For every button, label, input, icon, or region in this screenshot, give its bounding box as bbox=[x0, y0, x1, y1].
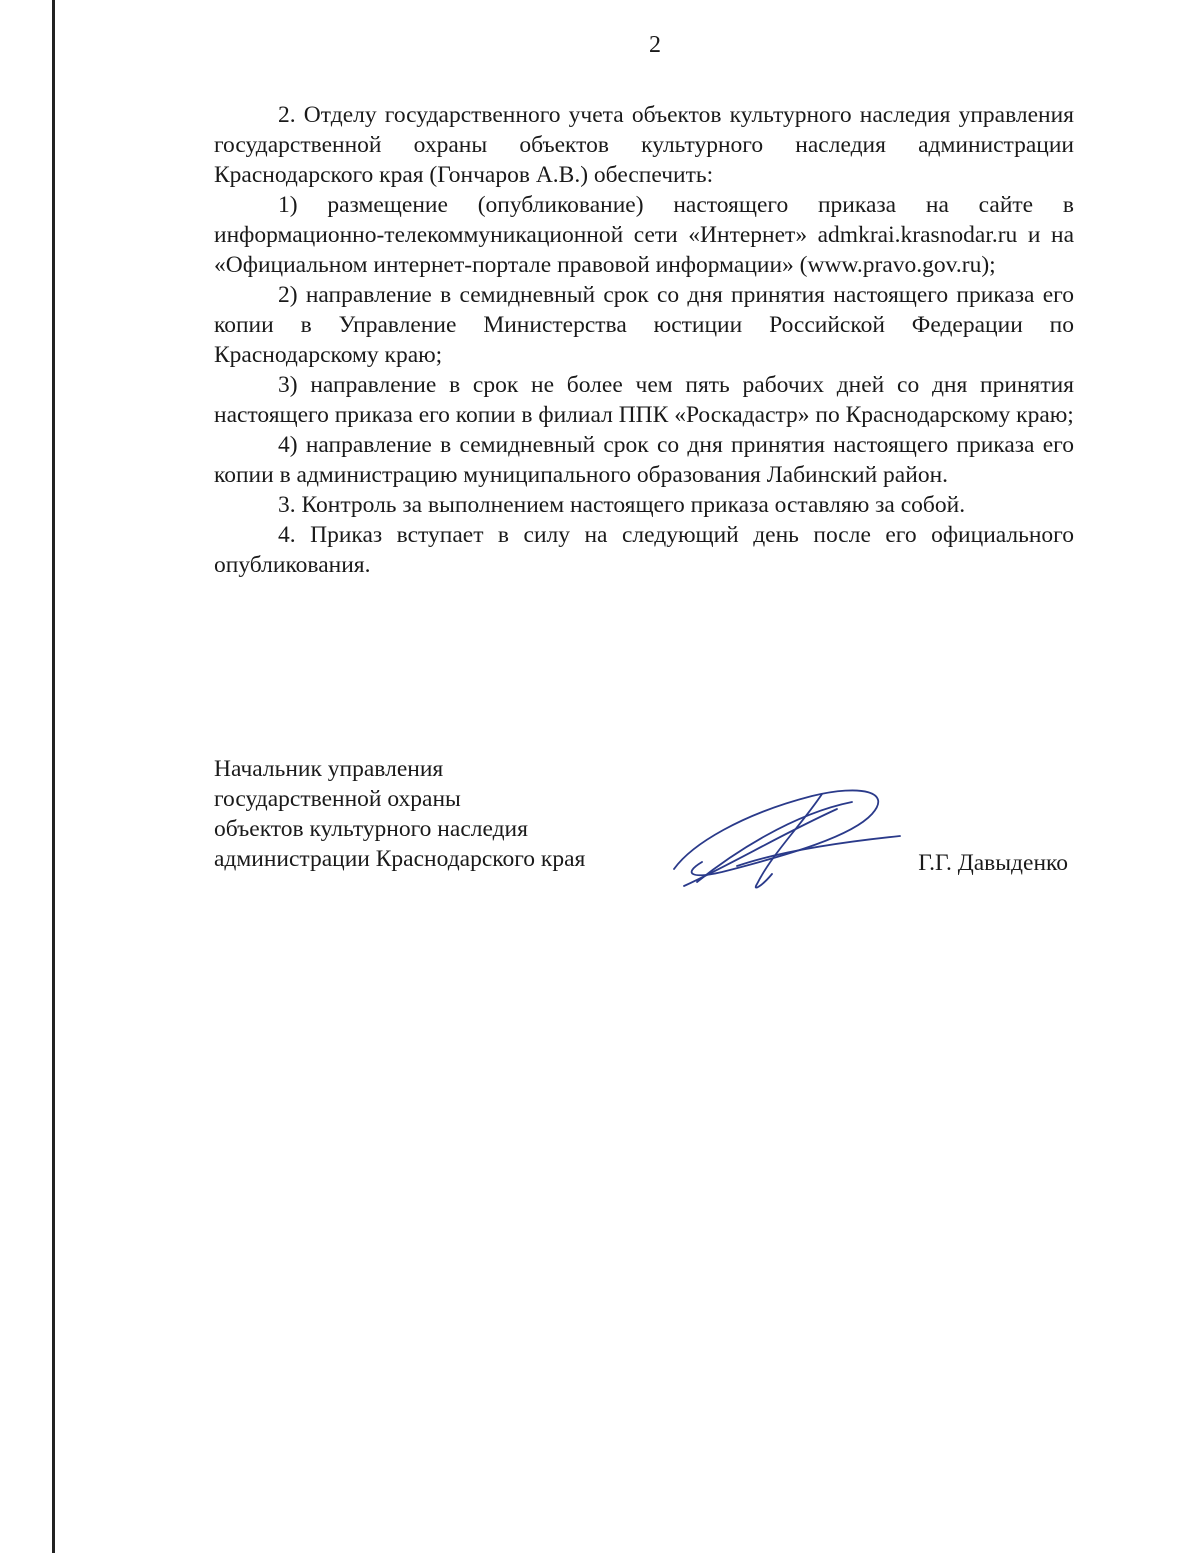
paragraph-item-3: 3. Контроль за выполнением настоящего приказа оставляю за собой. bbox=[278, 492, 966, 518]
signer-title-line: государственной охраны bbox=[214, 786, 461, 812]
signer-title-line: объектов культурного наследия bbox=[214, 816, 528, 842]
paragraph-item-4: 4. Приказ вступает в силу на следующий день после его официального опубликования. bbox=[214, 522, 1074, 578]
page-left-border bbox=[52, 0, 55, 1553]
signer-name: Г.Г. Давыденко bbox=[918, 850, 1068, 876]
paragraph-subitem-4: 4) направление в семидневный срок со дня принятия настоящего приказа его копии в администрацию муниципального образования Лабинский район. bbox=[214, 432, 1074, 488]
paragraph-subitem-3: 3) направление в срок не более чем пять рабочих дней со дня принятия настоящего приказа его копии в филиал ППК «Роскадастр» по Краснодарскому краю; bbox=[214, 372, 1074, 428]
signature-block bbox=[214, 754, 1074, 904]
paragraph-item-2: 2. Отделу государственного учета объектов культурного наследия управления государственной охраны объектов культурного наследия администрации Краснодарского края (Гончаров А.В.) обеспечить: bbox=[214, 102, 1074, 188]
paragraph-subitem-2: 2) направление в семидневный срок со дня принятия настоящего приказа его копии в Управление Министерства юстиции Российской Федерации по Краснодарскому краю; bbox=[214, 282, 1074, 368]
document-body bbox=[214, 100, 1074, 580]
signer-title-line: администрации Краснодарского края bbox=[214, 846, 586, 872]
page-number: 2 bbox=[649, 32, 661, 58]
paragraph-subitem-1: 1) размещение (опубликование) настоящего приказа на сайте в информационно-телекоммуникационной сети «Интернет» admkrai.krasnodar.ru и на «Официальном интернет-портале правовой информации» (www.pravo.gov.ru); bbox=[214, 192, 1074, 278]
handwritten-signature bbox=[662, 774, 902, 904]
signer-title-line: Начальник управления bbox=[214, 756, 444, 782]
